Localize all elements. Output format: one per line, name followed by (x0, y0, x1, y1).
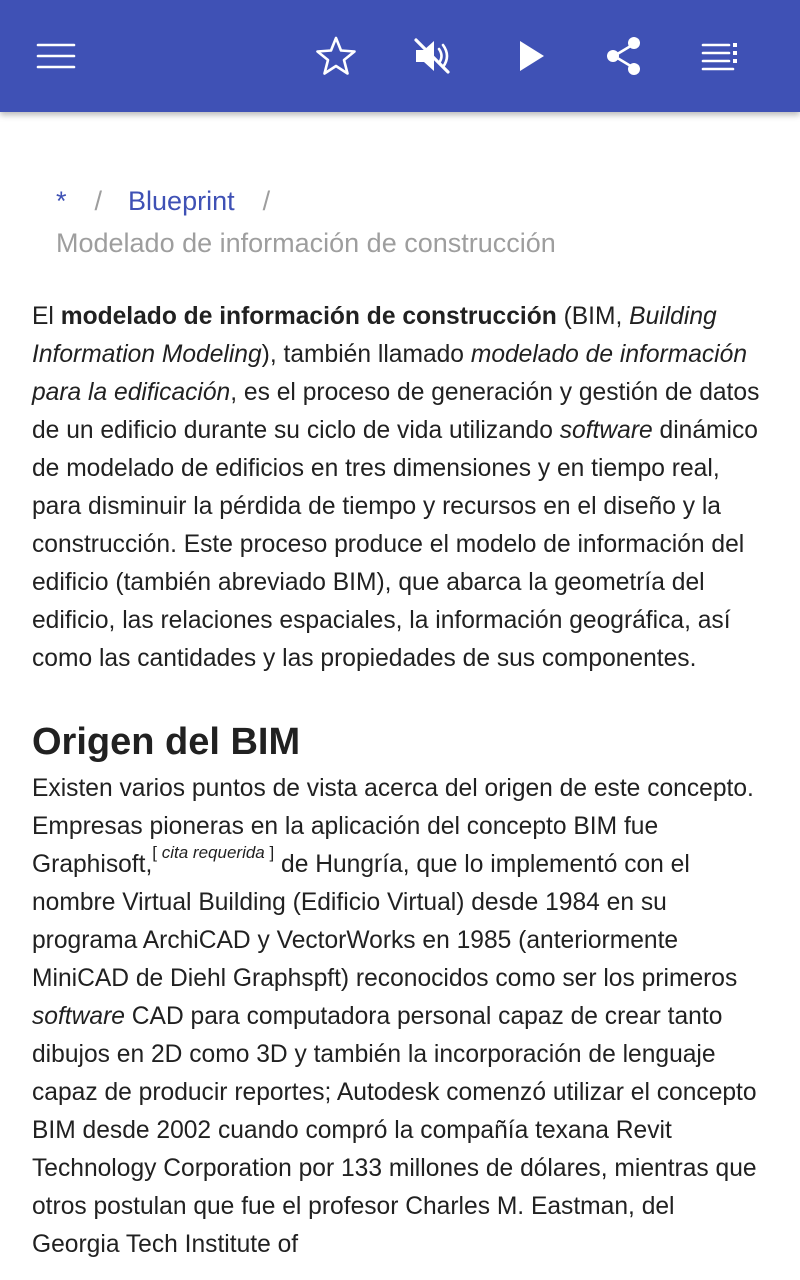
article-content[interactable] (0, 112, 800, 1280)
breadcrumb (56, 180, 756, 264)
breadcrumb-separator: / (262, 186, 271, 216)
volume-off-icon (410, 34, 454, 78)
article-body (32, 298, 768, 1264)
app-toolbar (0, 0, 800, 112)
citation-needed[interactable]: [ cita requerida ] (152, 843, 275, 862)
play-button[interactable] (498, 24, 562, 88)
list-icon (698, 34, 742, 78)
section-heading: Origen del BIM (32, 721, 301, 763)
breadcrumb-current-page: Modelado de información de construcción (56, 228, 556, 258)
play-icon (508, 34, 552, 78)
list-button[interactable] (688, 24, 752, 88)
share-button[interactable] (592, 24, 656, 88)
breadcrumb-separator: / (94, 186, 103, 216)
breadcrumb-parent-link[interactable]: Blueprint (128, 186, 235, 216)
hamburger-menu-icon (34, 34, 78, 78)
star-outline-icon (314, 34, 358, 78)
menu-button[interactable] (24, 24, 88, 88)
bookmark-button[interactable] (304, 24, 368, 88)
mute-button[interactable] (400, 24, 464, 88)
intro-paragraph: El modelado de información de construcción (BIM, Building Information Modeling), también llamado modelado de información para la edificación, es el proceso de generación y gestión de datos de un edificio durante su ciclo de vida utilizando software dinámico de modelado de edificios en tres dimensiones y en tiempo real, para disminuir la pérdida de tiempo y recursos en el diseño y la construcción. Este proceso produce el modelo de información del edificio (también abreviado BIM), que abarca la geometría del edificio, las relaciones espaciales, la información geográfica, así como las cantidades y las propiedades de sus componentes. (32, 303, 760, 672)
origin-paragraph: Existen varios puntos de vista acerca del origen de este concepto. Empresas pioneras en la aplicación del concepto BIM fue Graphisoft,[ cita requerida ] de Hungría, que lo implementó con el nombre Virtual Building (Edificio Virtual) desde 1984 en su programa ArchiCAD y VectorWorks en 1985 (anteriormente MiniCAD de Diehl Graphspft) reconocidos como ser los primeros software CAD para computadora personal capaz de crear tanto dibujos en 2D como 3D y también la incorporación de lenguaje capaz de producir reportes; Autodesk comenzó utilizar el concepto BIM desde 2002 cuando compró la compañía texana Revit Technology Corporation por 133 millones de dólares, mientras que otros postulan que fue el profesor Charles M. Eastman, del Georgia Tech Institute of (32, 775, 757, 1258)
share-icon (602, 34, 646, 78)
breadcrumb-root-link[interactable]: * (56, 186, 67, 216)
